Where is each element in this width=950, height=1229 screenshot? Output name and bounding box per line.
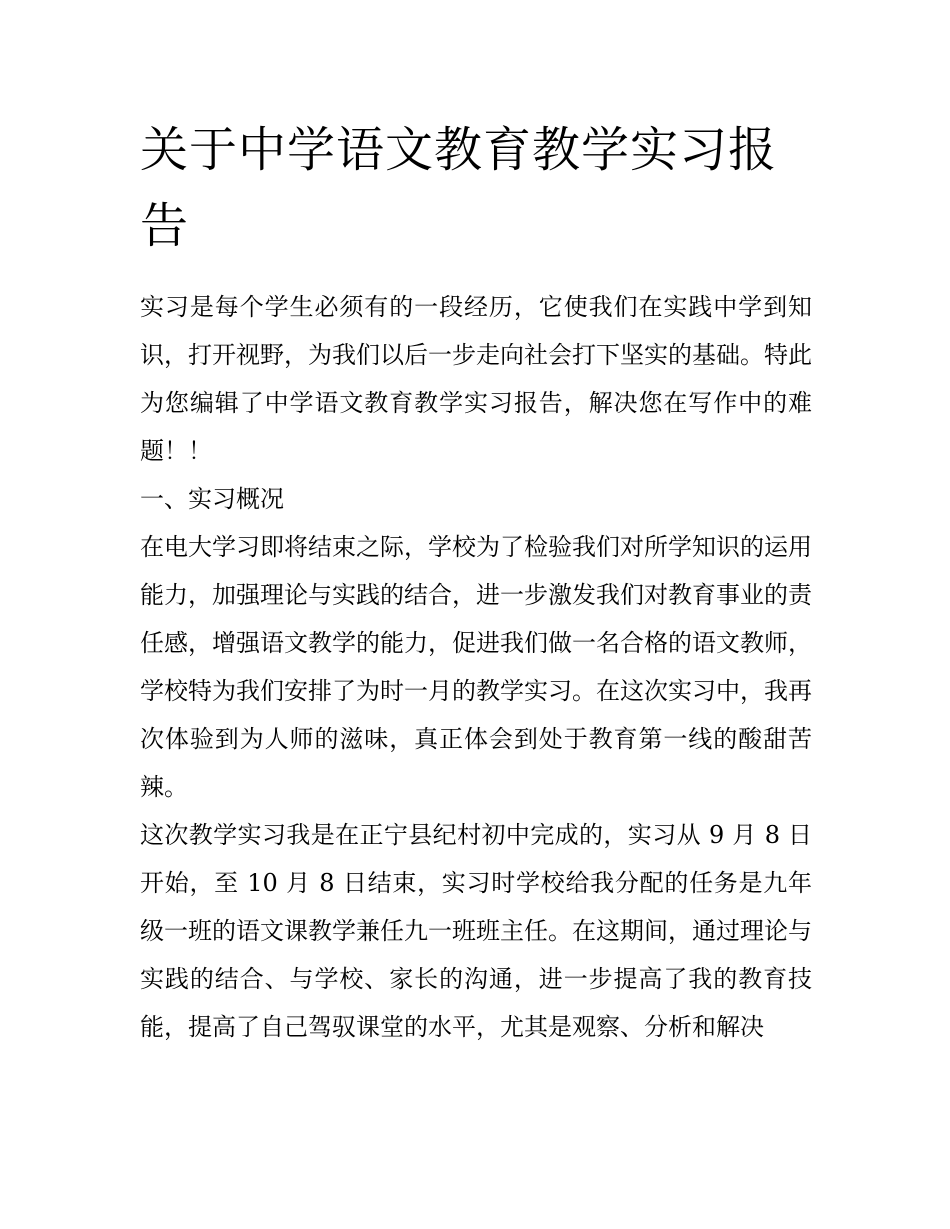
- paragraph-intro: 实习是每个学生必须有的一段经历，它使我们在实践中学到知识，打开视野，为我们以后一步走向社会打下坚实的基础。特此为您编辑了中学语文教育教学实习报告，解决您在写作中的难题！！: [140, 293, 812, 465]
- document-body: [140, 283, 812, 1051]
- paragraph-details: 这次教学实习我是在正宁县纪村初中完成的，实习从 9 月 8 日开始，至 10 月 8 日结束，实习时学校给我分配的任务是九年级一班的语文课教学兼任九一班班主任。在这期间，通过理论与实践的结合、与学校、家长的沟通，进一步提高了我的教育技能，提高了自己驾驭课堂的水平，尤其是观察、分析和解决: [140, 821, 812, 1041]
- paragraph-overview: 在电大学习即将结束之际，学校为了检验我们对所学知识的运用能力，加强理论与实践的结合，进一步激发我们对教育事业的责任感，增强语文教学的能力，促进我们做一名合格的语文教师，学校特为我们安排了为时一月的教学实习。在这次实习中，我再次体验到为人师的滋味，真正体会到处于教育第一线的酸甜苦辣。: [140, 533, 812, 801]
- document-title: 关于中学语文教育教学实习报告: [140, 122, 778, 254]
- section-heading-overview: 一、实习概况: [140, 485, 284, 513]
